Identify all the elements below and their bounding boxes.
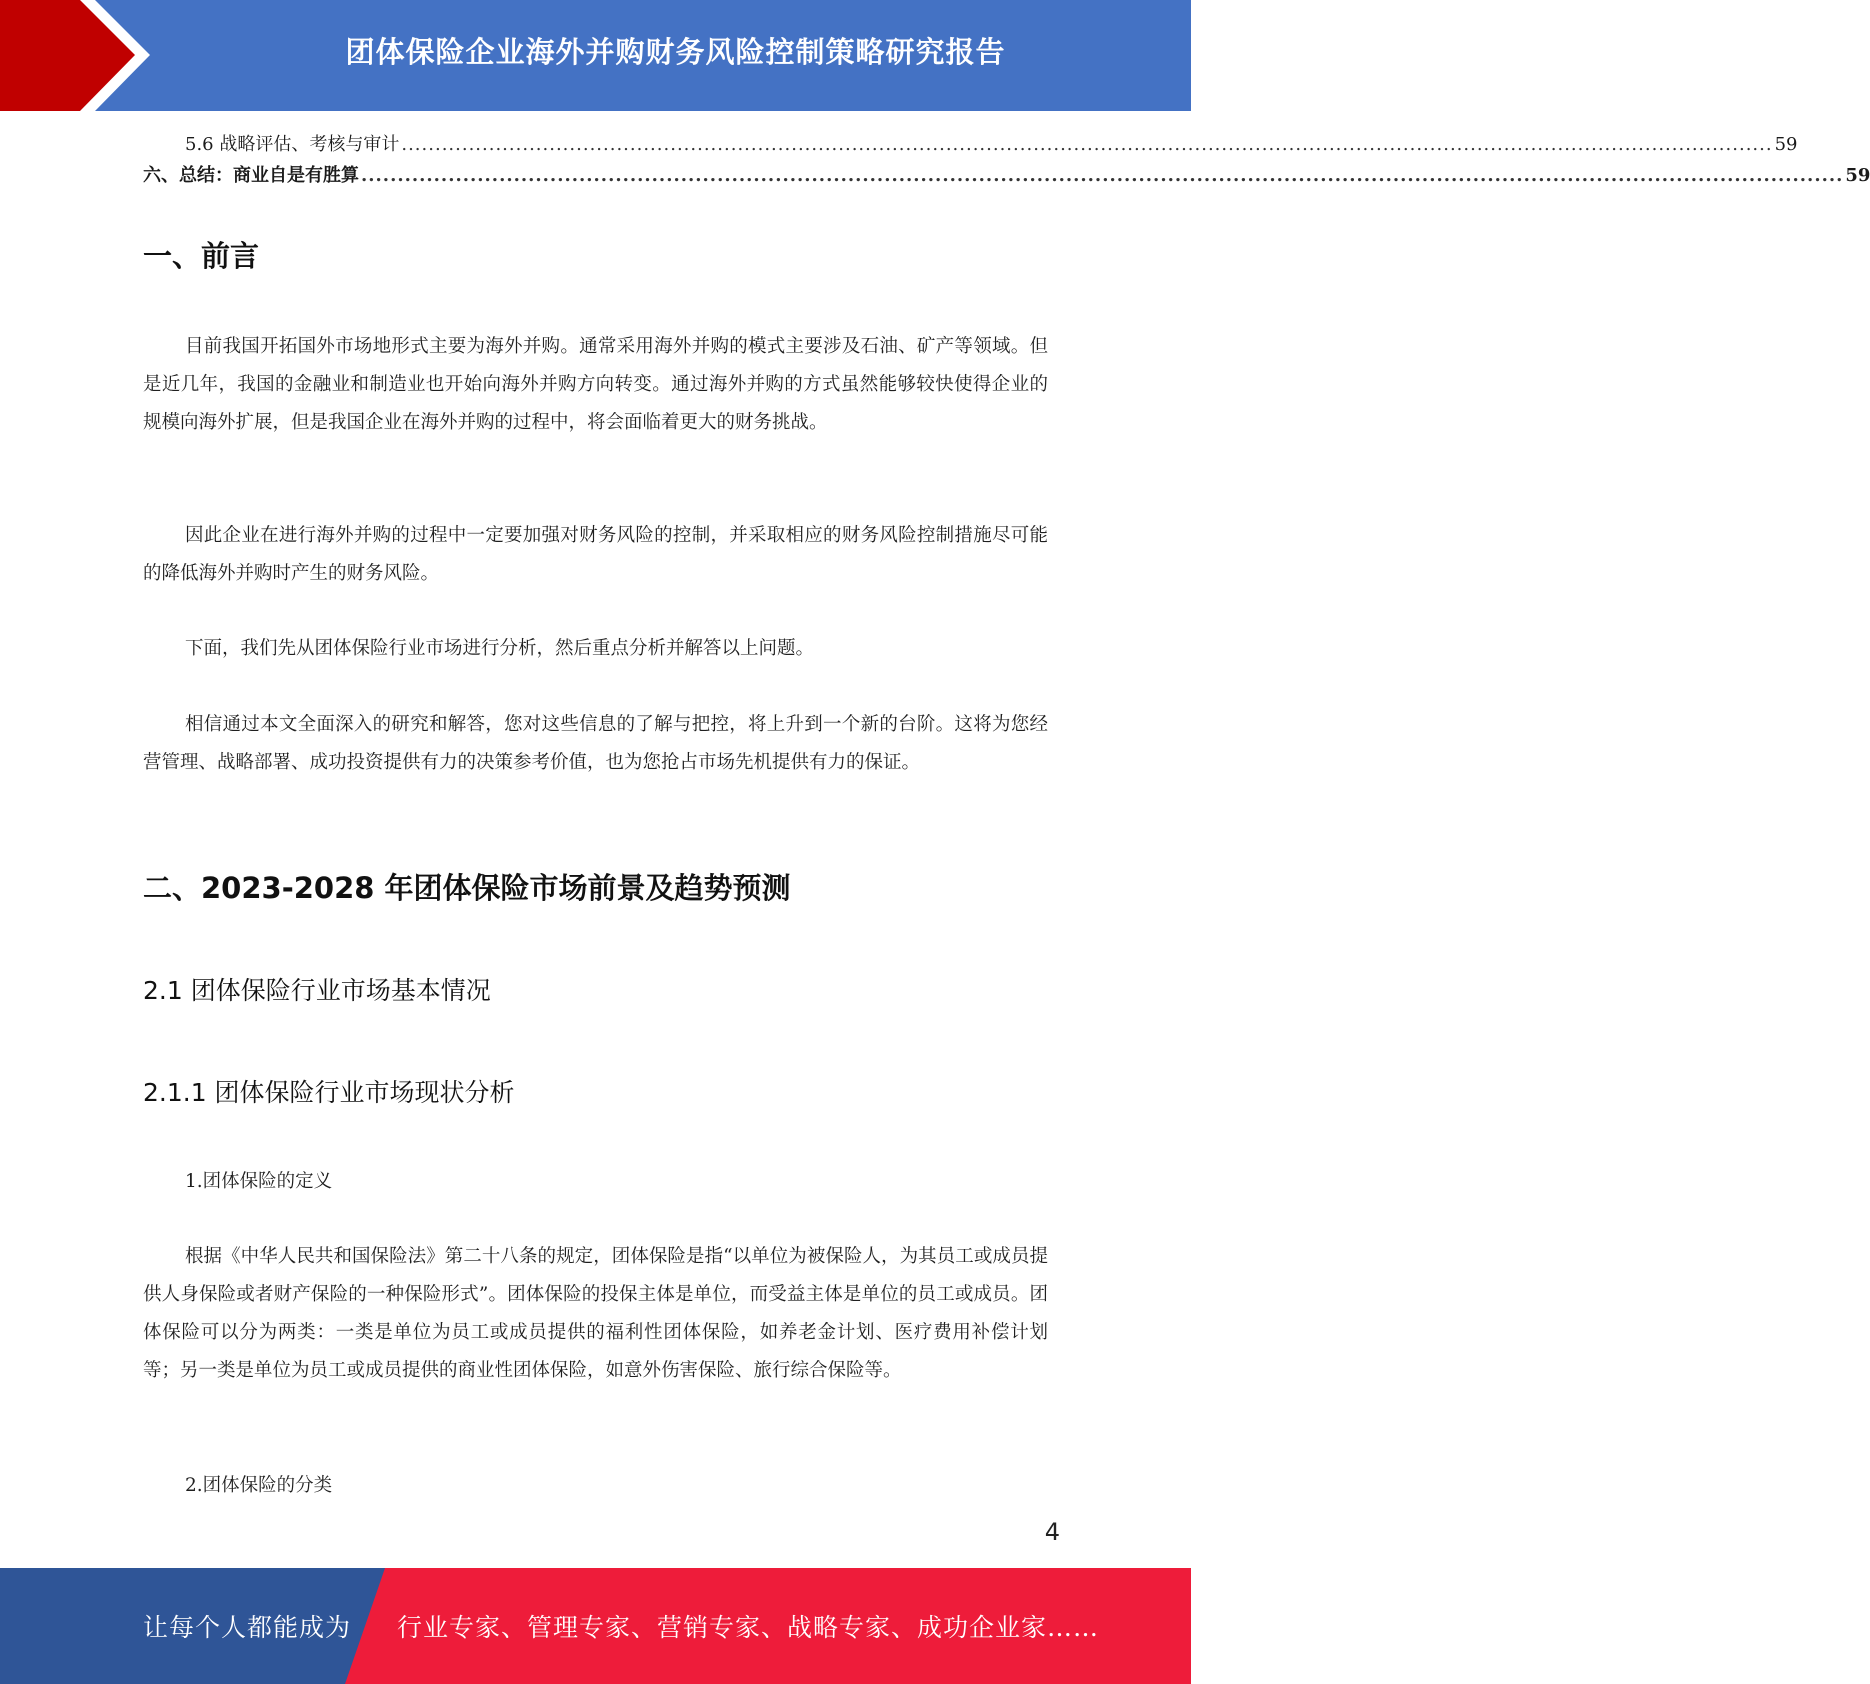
list-item-heading: 2.团体保险的分类 <box>185 1475 333 1496</box>
toc-entry[interactable] <box>143 161 1870 187</box>
subsection-heading: 2.1.1 团体保险行业市场现状分析 <box>143 1078 515 1107</box>
toc-leader-dots: ............................................................................................................................................................................................................ <box>401 134 1773 155</box>
paragraph: 相信通过本文全面深入的研究和解答，您对这些信息的了解与把控，将上升到一个新的台阶。这将为您经营管理、战略部署、成功投资提供有力的决策参考价值，也为您抢占市场先机提供有力的保证。 <box>143 714 1048 773</box>
toc-entry-label: 5.6 战略评估、考核与审计 <box>185 134 400 155</box>
section-heading-forecast: 二、2023-2028 年团体保险市场前景及趋势预测 <box>143 871 791 905</box>
toc-leader-dots: ............................................................................................................................................................................................................ <box>361 165 1844 186</box>
toc-entry-page: 59 <box>1774 134 1798 155</box>
list-item-heading: 1.团体保险的定义 <box>185 1171 333 1192</box>
toc-entry[interactable] <box>143 130 1798 156</box>
page-number: 4 <box>1044 1518 1060 1546</box>
paragraph: 下面，我们先从团体保险行业市场进行分析，然后重点分析并解答以上问题。 <box>185 638 815 659</box>
section-heading-preface: 一、前言 <box>143 239 260 273</box>
toc-entry-page: 59 <box>1845 165 1870 186</box>
paragraph: 目前我国开拓国外市场地形式主要为海外并购。通常采用海外并购的模式主要涉及石油、矿产等领域。但是近几年，我国的金融业和制造业也开始向海外并购方向转变。通过海外并购的方式虽然能够较快使得企业的规模向海外扩展，但是我国企业在海外并购的过程中，将会面临着更大的财务挑战。 <box>143 336 1048 433</box>
page-footer <box>0 1568 1191 1684</box>
footer-slogan-left: 让每个人都能成为 <box>143 1613 352 1642</box>
page-header <box>0 0 1191 111</box>
footer-slogan-right: 行业专家、管理专家、营销专家、战略专家、成功企业家…… <box>397 1613 1100 1642</box>
paragraph: 根据《中华人民共和国保险法》第二十八条的规定，团体保险是指“以单位为被保险人，为其员工或成员提供人身保险或者财产保险的一种保险形式”。团体保险的投保主体是单位，而受益主体是单位的员工或成员。团体保险可以分为两类：一类是单位为员工或成员提供的福利性团体保险，如养老金计划、医疗费用补偿计划等；另一类是单位为员工或成员提供的商业性团体保险，如意外伤害保险、旅行综合保险等。 <box>143 1246 1048 1381</box>
subsection-heading: 2.1 团体保险行业市场基本情况 <box>143 976 491 1005</box>
toc-entry-label: 六、总结：商业自是有胜算 <box>143 165 359 186</box>
paragraph: 因此企业在进行海外并购的过程中一定要加强对财务风险的控制，并采取相应的财务风险控制措施尽可能的降低海外并购时产生的财务风险。 <box>143 525 1048 584</box>
report-title: 团体保险企业海外并购财务风险控制策略研究报告 <box>345 34 1006 69</box>
